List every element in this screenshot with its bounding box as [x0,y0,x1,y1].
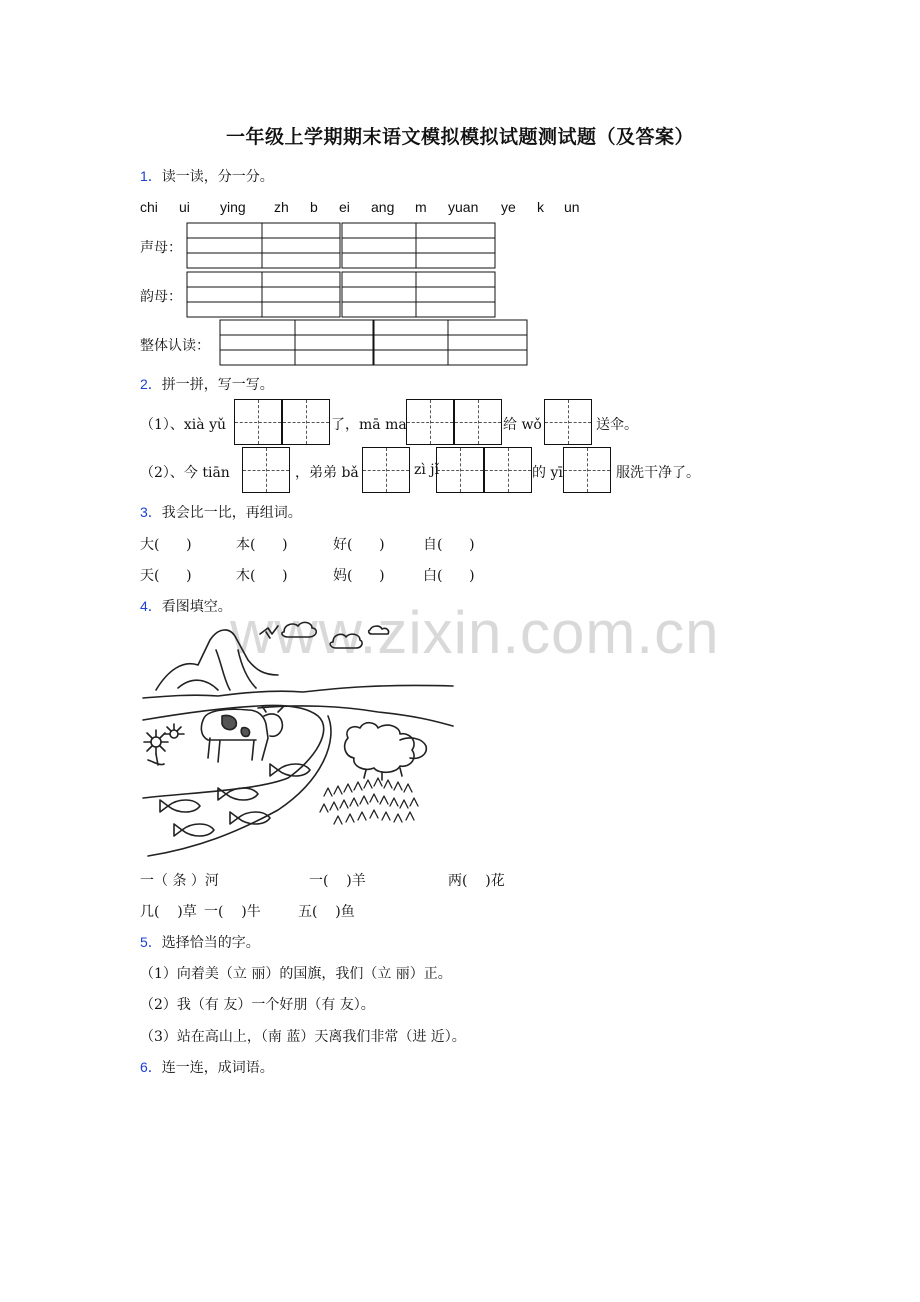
syllable: b [310,199,318,215]
tianzige-box[interactable] [362,447,410,493]
question-5 [140,932,260,952]
river-bank-top [258,706,453,726]
syllable: m [415,199,427,215]
grass-icon [320,778,418,824]
q2-line1-part2: 了，mā ma [331,417,407,433]
syllable: chi [140,199,158,215]
q4-item: 两( )花 [448,873,505,889]
q2-line2-part5: 服洗干净了。 [616,465,700,481]
question-prompt: 拼一拼，写一写。 [161,377,274,393]
question-number: 2． [140,376,162,392]
writing-grid[interactable] [374,320,527,365]
question-3 [140,502,302,522]
cow-icon [201,706,284,762]
q4-item: 一( )牛 [204,904,261,920]
syllable: zh [274,199,289,215]
question-prompt: 连一连，成词语。 [161,1060,274,1076]
syllable: ei [339,199,350,215]
q3-item: 好( ) [333,537,385,553]
tianzige-box[interactable] [282,399,330,445]
question-number: 6． [140,1059,162,1075]
sheep-icon [345,723,427,780]
mountain-shading [178,650,256,690]
q2-line2-part1: （2）、今 tiān [140,465,230,481]
question-prompt: 我会比一比，再组词。 [161,505,302,521]
writing-grid[interactable] [220,320,373,365]
q3-item: 木( ) [236,568,288,584]
syllable: yuan [448,199,479,215]
syllable: k [537,199,544,215]
question-2 [140,374,274,394]
writing-grid[interactable] [187,272,340,317]
q3-item: 白( ) [423,568,475,584]
cloud-icon [282,622,316,637]
tianzige-box[interactable] [544,399,592,445]
q2-line2-part2: ，弟弟 bǎ [295,465,359,481]
question-number: 3． [140,504,162,520]
question-6 [140,1057,274,1077]
fish-icon [160,764,310,836]
tianzige-box[interactable] [436,447,484,493]
cloud-icon [369,626,389,634]
syllable: ang [371,199,395,215]
q2-line2-part3: zì jǐ [414,462,440,478]
writing-grid[interactable] [187,223,340,268]
tianzige-box[interactable] [563,447,611,493]
q3-item: 妈( ) [333,568,385,584]
writing-grid[interactable] [342,223,495,268]
four-line-grids [0,0,920,380]
q3-item: 自( ) [423,537,475,553]
q2-line1-part4: 送伞。 [596,417,638,433]
tianzige-box[interactable] [406,399,454,445]
tianzige-box[interactable] [242,447,290,493]
bird-icon [260,626,278,638]
syllable: un [564,199,580,215]
q2-line1-part1: （1）、xià yǔ [140,417,227,433]
writing-grid[interactable] [342,272,495,317]
page-title: 一年级上学期期末语文模拟模拟试题测试题（及答案） [225,126,694,148]
flower-icon [144,724,184,765]
row-label-shengmu: 声母： [140,240,182,256]
question-number: 1． [140,168,162,184]
question-prompt: 看图填空。 [161,599,232,615]
question-prompt: 读一读，分一分。 [161,169,274,185]
question-prompt: 选择恰当的字。 [161,935,260,951]
q4-item: 几( )草 [140,904,197,920]
horizon-line [143,685,453,698]
syllable: ye [501,199,516,215]
q3-item: 天( ) [140,568,192,584]
cloud-icon [330,634,362,648]
tianzige-box[interactable] [484,447,532,493]
mountain-icon [156,630,278,690]
tianzige-box[interactable] [234,399,282,445]
syllable: ui [179,199,190,215]
q2-line1-part3: 给 wǒ [503,417,542,433]
tianzige-box[interactable] [454,399,502,445]
question-number: 5． [140,934,162,950]
q5-item: （2）我（有 友）一个好朋（有 友）。 [140,997,375,1013]
question-4 [140,596,232,616]
q2-line2-part4: 的 yī [532,465,563,481]
question-number: 4． [140,598,162,614]
q3-item: 大( ) [140,537,192,553]
q3-item: 本( ) [236,537,288,553]
watermark: www.zixin.com.cn [230,599,720,666]
scene-illustration [138,620,458,860]
q4-item: 一（ 条 ）河 [140,873,219,889]
row-label-zhengti: 整体认读： [140,338,210,354]
syllable: ying [220,199,246,215]
q4-item: 五( )鱼 [298,904,355,920]
q4-item: 一( )羊 [309,873,366,889]
row-label-yunmu: 韵母： [140,289,182,305]
q5-item: （1）向着美（立 丽）的国旗，我们（立 丽）正。 [140,966,452,982]
q5-item: （3）站在高山上，（南 蓝）天离我们非常（进 近）。 [140,1029,466,1045]
